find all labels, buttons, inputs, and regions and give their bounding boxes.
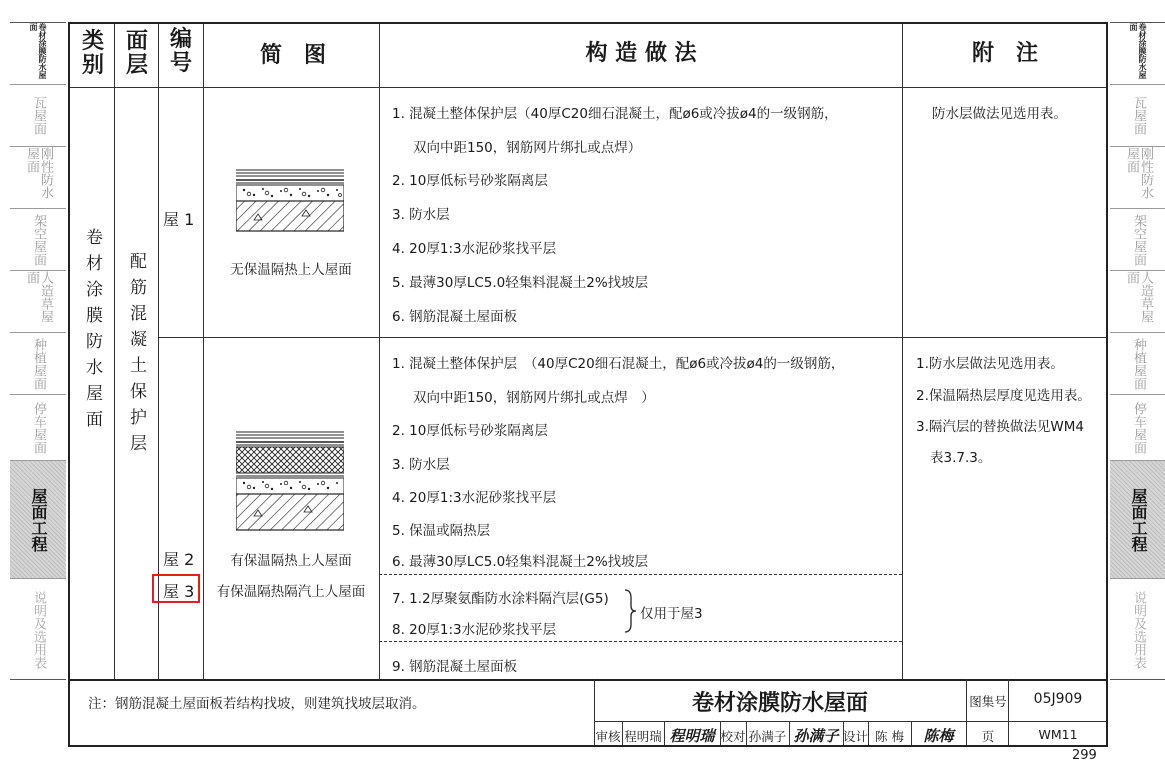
title-block-divider: [1008, 679, 1009, 745]
header-code: 编号: [169, 27, 192, 76]
side-index-right-top[interactable]: 卷材涂膜防水屋面: [1110, 23, 1165, 85]
code-w1: 屋 1: [163, 210, 195, 229]
side-index-right-item[interactable]: 人造草屋面: [1110, 271, 1165, 333]
side-index-left-item[interactable]: 停车屋面: [10, 395, 66, 461]
reviewer-name: 程明瑞: [624, 729, 662, 744]
row-divider: [158, 337, 1106, 338]
side-index-right-item[interactable]: 种植屋面: [1110, 333, 1165, 395]
side-index-right-item[interactable]: 架空屋面: [1110, 209, 1165, 271]
step-w2-2: 2. 10厚低标号砂浆隔离层: [392, 423, 548, 439]
header-notes: 附 注: [971, 41, 1038, 66]
note-w2-3: 3.隔汽层的替换做法见WM4: [916, 419, 1084, 435]
side-index-right: [1110, 22, 1165, 680]
code-w3: 屋 3: [163, 582, 195, 601]
step-w1-1b: 双向中距150，钢筋网片绑扎或点焊）: [413, 140, 642, 156]
page-number: 299: [1072, 748, 1097, 763]
footer-divider: [70, 679, 1106, 681]
col-divider: [379, 24, 380, 679]
side-index-left: [10, 22, 66, 680]
title-block-divider: [966, 679, 967, 745]
category-text: 卷材涂膜防水屋面: [82, 228, 102, 436]
atlas-value: 05J909: [1033, 691, 1083, 707]
step-w2-8: 8. 20厚1:3水泥砂浆找平层: [392, 622, 557, 638]
sketch-roof-1: [236, 164, 344, 239]
side-index-left-item[interactable]: 人造草屋面: [10, 271, 66, 333]
page-label: 页: [981, 729, 995, 744]
caption-w1: 无保温隔热上人屋面: [230, 262, 352, 278]
note-w1: 防水层做法见选用表。: [932, 106, 1067, 122]
check-label: 校对: [720, 729, 746, 744]
note-w2-4: 表3.7.3。: [930, 450, 992, 466]
side-index-right-item[interactable]: 说明及选用表: [1131, 591, 1146, 669]
brace-icon: [623, 588, 637, 634]
sketch-roof-2: [236, 428, 344, 538]
footer-remark: 注：钢筋混凝土屋面板若结构找坡，则建筑找坡层取消。: [88, 696, 426, 712]
side-index-right-item-active[interactable]: 屋面工程: [1110, 461, 1165, 579]
side-index-right-item[interactable]: 刚性防水屋面: [1110, 147, 1165, 209]
step-w2-7: 7. 1.2厚聚氨酯防水涂料隔汽层(G5): [392, 591, 609, 607]
designer-signature: 陈梅: [923, 727, 954, 745]
designer-name: 陈 梅: [875, 729, 904, 744]
header-surface: 面层: [125, 29, 148, 78]
title-block-divider: [594, 721, 1106, 722]
page-value: WM11: [1038, 727, 1078, 742]
step-w1-4: 4. 20厚1:3水泥砂浆找平层: [392, 241, 557, 257]
code-w2: 屋 2: [163, 550, 195, 569]
step-w2-1b: 双向中距150，钢筋网片绑扎或点焊 ）: [413, 390, 655, 406]
step-w1-5: 5. 最薄30厚LC5.0轻集料混凝土2%找坡层: [392, 275, 649, 291]
dashed-divider: [379, 574, 902, 575]
step-w1-6: 6. 钢筋混凝土屋面板: [392, 309, 518, 325]
surface-text: 配筋混凝土保护层: [126, 252, 146, 460]
step-w2-1: 1. 混凝土整体保护层 （40厚C20细石混凝土，配ø6或冷拔ø4的一级钢筋，: [392, 356, 845, 372]
side-index-right-item[interactable]: 瓦屋面: [1110, 85, 1165, 147]
step-w2-3: 3. 防水层: [392, 457, 450, 473]
step-w1-2: 2. 10厚低标号砂浆隔离层: [392, 173, 548, 189]
step-w1-1: 1. 混凝土整体保护层（40厚C20细石混凝土，配ø6或冷拔ø4的一级钢筋，: [392, 106, 838, 122]
checker-signature: 孙满子: [793, 727, 839, 745]
review-label: 审核: [595, 729, 621, 744]
step-w2-6: 6. 最薄30厚LC5.0轻集料混凝土2%找坡层: [392, 554, 649, 570]
drawing-frame: [68, 22, 1108, 747]
col-divider: [203, 24, 204, 679]
note-w2-2: 2.保温隔热层厚度见选用表。: [916, 388, 1091, 404]
drawing-title: 卷材涂膜防水屋面: [691, 691, 868, 716]
checker-name: 孙满子: [748, 729, 787, 744]
dashed-divider: [379, 641, 902, 642]
caption-w2: 有保温隔热上人屋面: [230, 553, 352, 569]
side-index-left-item[interactable]: 瓦屋面: [10, 85, 66, 147]
step-w2-9: 9. 钢筋混凝土屋面板: [392, 659, 518, 675]
side-index-left-item[interactable]: 种植屋面: [10, 333, 66, 395]
header-sketch: 简 图: [259, 43, 326, 68]
header-method: 构 造 做 法: [585, 41, 697, 66]
side-index-left-top[interactable]: 卷材涂膜防水屋面: [10, 23, 66, 85]
caption-w3: 有保温隔热隔汽上人屋面: [216, 584, 366, 600]
side-index-right-item[interactable]: 停车屋面: [1110, 395, 1165, 461]
note-w2-1: 1.防水层做法见选用表。: [916, 356, 1064, 372]
header-category: 类别: [81, 29, 104, 78]
bracket-note: 仅用于屋3: [640, 606, 703, 622]
side-index-left-item[interactable]: 刚性防水屋面: [10, 147, 66, 209]
side-index-left-item-active[interactable]: 屋面工程: [10, 461, 66, 579]
col-divider: [902, 24, 903, 679]
col-divider: [114, 24, 115, 679]
step-w2-5: 5. 保温或隔热层: [392, 523, 491, 539]
atlas-label: 图集号: [969, 694, 1007, 709]
side-index-left-item[interactable]: 架空屋面: [10, 209, 66, 271]
reviewer-signature: 程明瑞: [669, 727, 715, 745]
header-divider: [70, 87, 1106, 88]
step-w2-4: 4. 20厚1:3水泥砂浆找平层: [392, 490, 557, 506]
step-w1-3: 3. 防水层: [392, 207, 450, 223]
design-label: 设计: [843, 729, 869, 744]
side-index-left-item[interactable]: 说明及选用表: [31, 591, 46, 669]
